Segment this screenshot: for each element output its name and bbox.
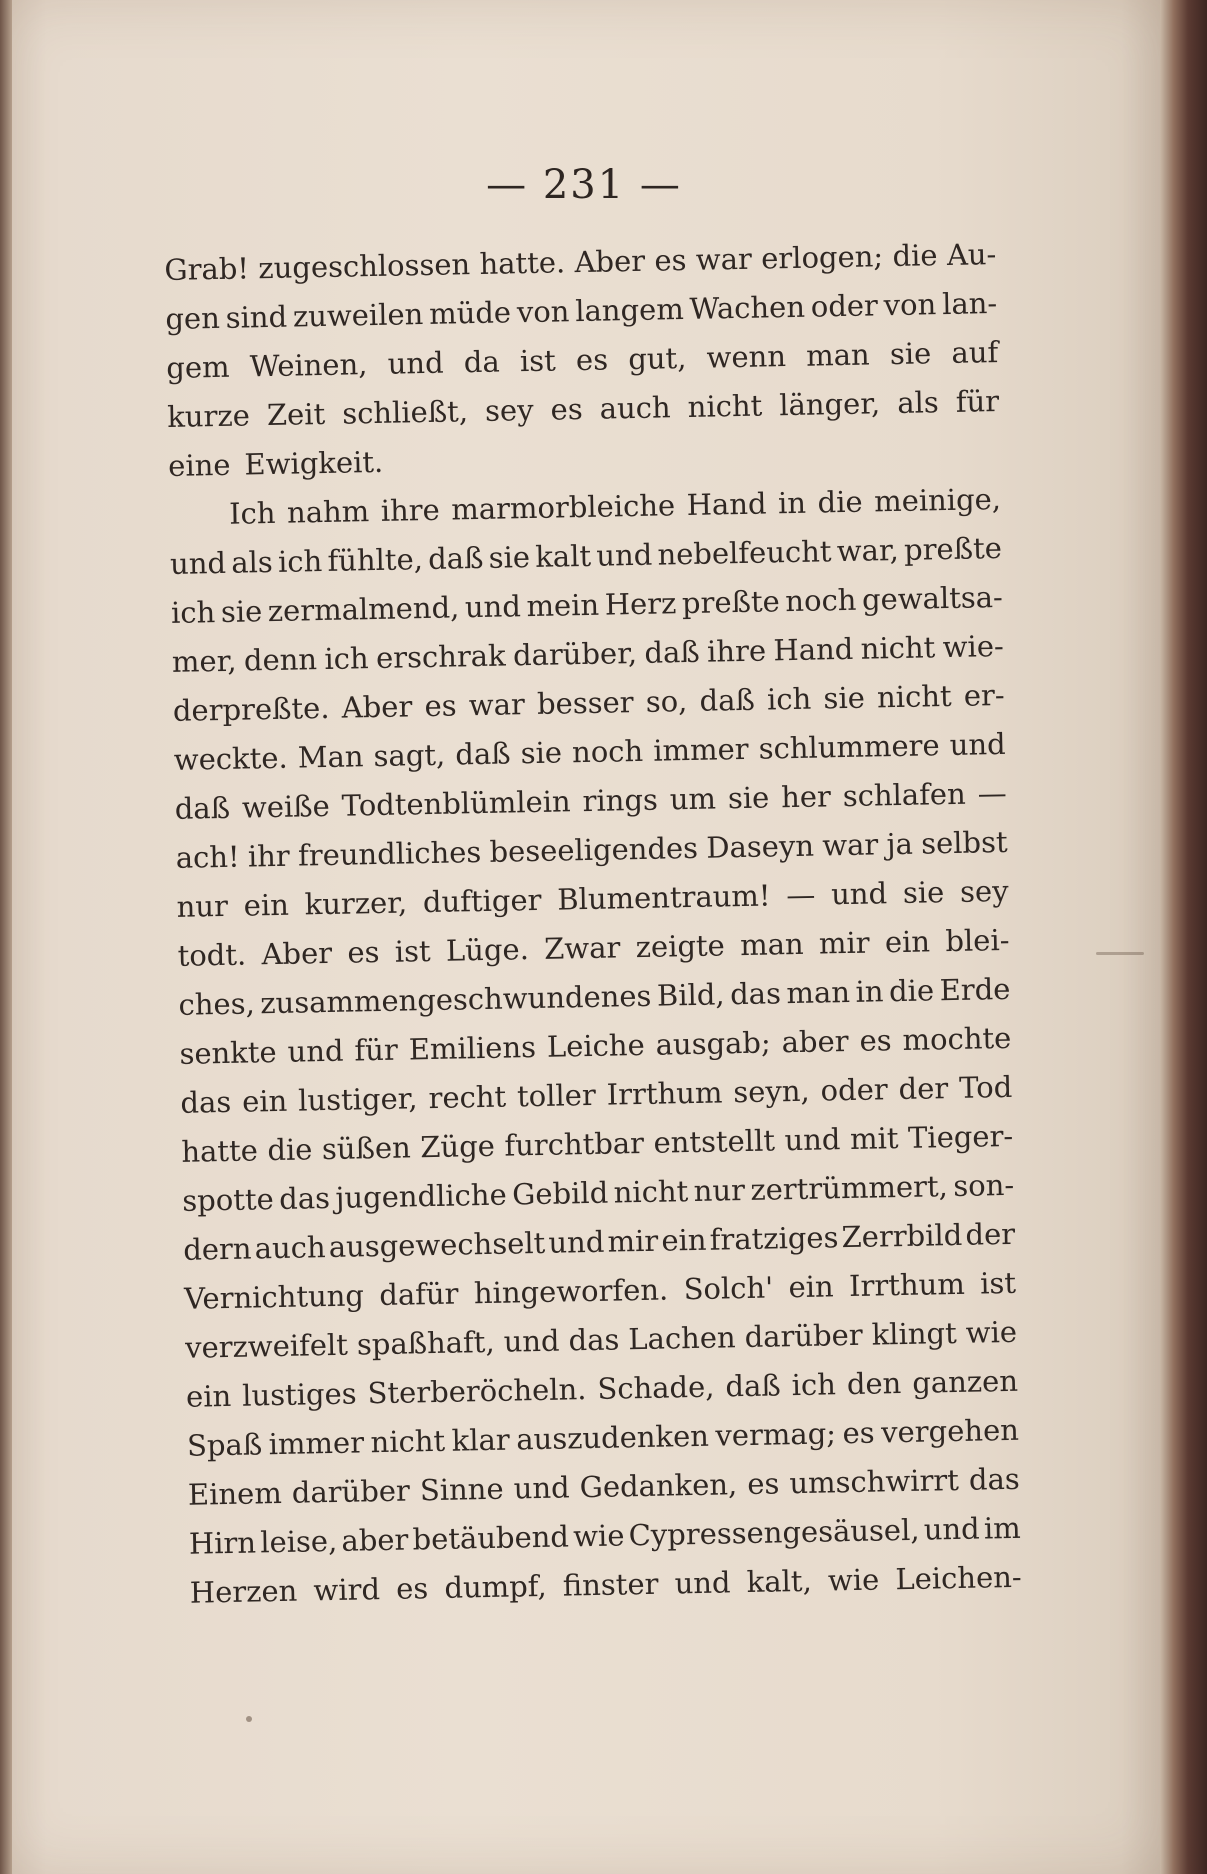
text-line: ich sie zermalmend, und mein Herz preßte noch gewaltsa- (170, 579, 1004, 630)
text-line: Hirn leise, aber betäubend wie Cypressengesäusel, und im (188, 1510, 1022, 1561)
ink-speck (246, 1716, 252, 1722)
text-line: ach! ihr freundliches beseeligendes Daseyn war ja selbst (175, 824, 1008, 875)
text-line: Grab! zugeschlossen hatte. Aber es war erlogen; die Au- (164, 237, 997, 287)
ink-speck (1096, 952, 1144, 955)
text-line: daß weiße Todtenblümlein rings um sie her schlafen — (174, 775, 1007, 826)
text-line: hatte die süßen Züge furchtbar entstellt und mit Tieger- (181, 1118, 1014, 1169)
text-line: Ich nahm ihre marmorbleiche Hand in die meinige, (228, 481, 1002, 531)
text-line: nur ein kurzer, duftiger Blumentraum! — und sie sey (176, 873, 1009, 924)
page-edge (1160, 0, 1207, 1874)
text-line: Vernichtung dafür hingeworfen. Solch' ein Irrthum ist (183, 1265, 1017, 1316)
text-line: mer, denn ich erschrak darüber, daß ihre Hand nicht wie- (171, 628, 1005, 679)
text-line: ches, zusammengeschwundenes Bild, das man in die Erde (178, 971, 1011, 1022)
text-line: weckte. Man sagt, daß sie noch immer schlummere und (173, 726, 1006, 777)
text-line: gem Weinen, und da ist es gut, wenn man sie auf (166, 335, 999, 385)
text-line: todt. Aber es ist Lüge. Zwar zeigte man mir ein blei- (177, 922, 1010, 973)
page-number: — 231 — (486, 162, 682, 208)
body-text (164, 230, 1022, 1618)
text-line: ein lustiges Sterberöcheln. Schade, daß ich den ganzen (185, 1363, 1019, 1414)
text-line: senkte und für Emiliens Leiche ausgab; aber es mochte (179, 1020, 1012, 1071)
text-line: verzweifelt spaßhaft, und das Lachen darüber klingt wie (184, 1314, 1018, 1365)
text-line: Herzen wird es dumpf, finster und kalt, wie Leichen- (189, 1559, 1022, 1610)
binding-gutter (0, 0, 12, 1874)
text-line: spotte das jugendliche Gebild nicht nur zertrümmert, son- (182, 1167, 1015, 1218)
text-line: eine Ewigkeit. (167, 444, 384, 483)
text-line: gen sind zuweilen müde von langem Wachen oder von lan- (165, 286, 998, 336)
text-line: das ein lustiger, recht toller Irrthum seyn, oder der Tod (180, 1069, 1013, 1120)
text-line: Einem darüber Sinne und Gedanken, es umschwirrt das (187, 1461, 1021, 1512)
text-line: Spaß immer nicht klar auszudenken vermag; es vergehen (186, 1412, 1020, 1463)
text-line: kurze Zeit schließt, sey es auch nicht länger, als für (166, 384, 1000, 434)
text-line: dern auch ausgewechselt und mir ein fratziges Zerrbild der (182, 1216, 1016, 1267)
text-line: und als ich fühlte, daß sie kalt und nebelfeucht war, preßte (169, 530, 1003, 581)
text-line: derpreßte. Aber es war besser so, daß ich sie nicht er- (172, 677, 1005, 728)
